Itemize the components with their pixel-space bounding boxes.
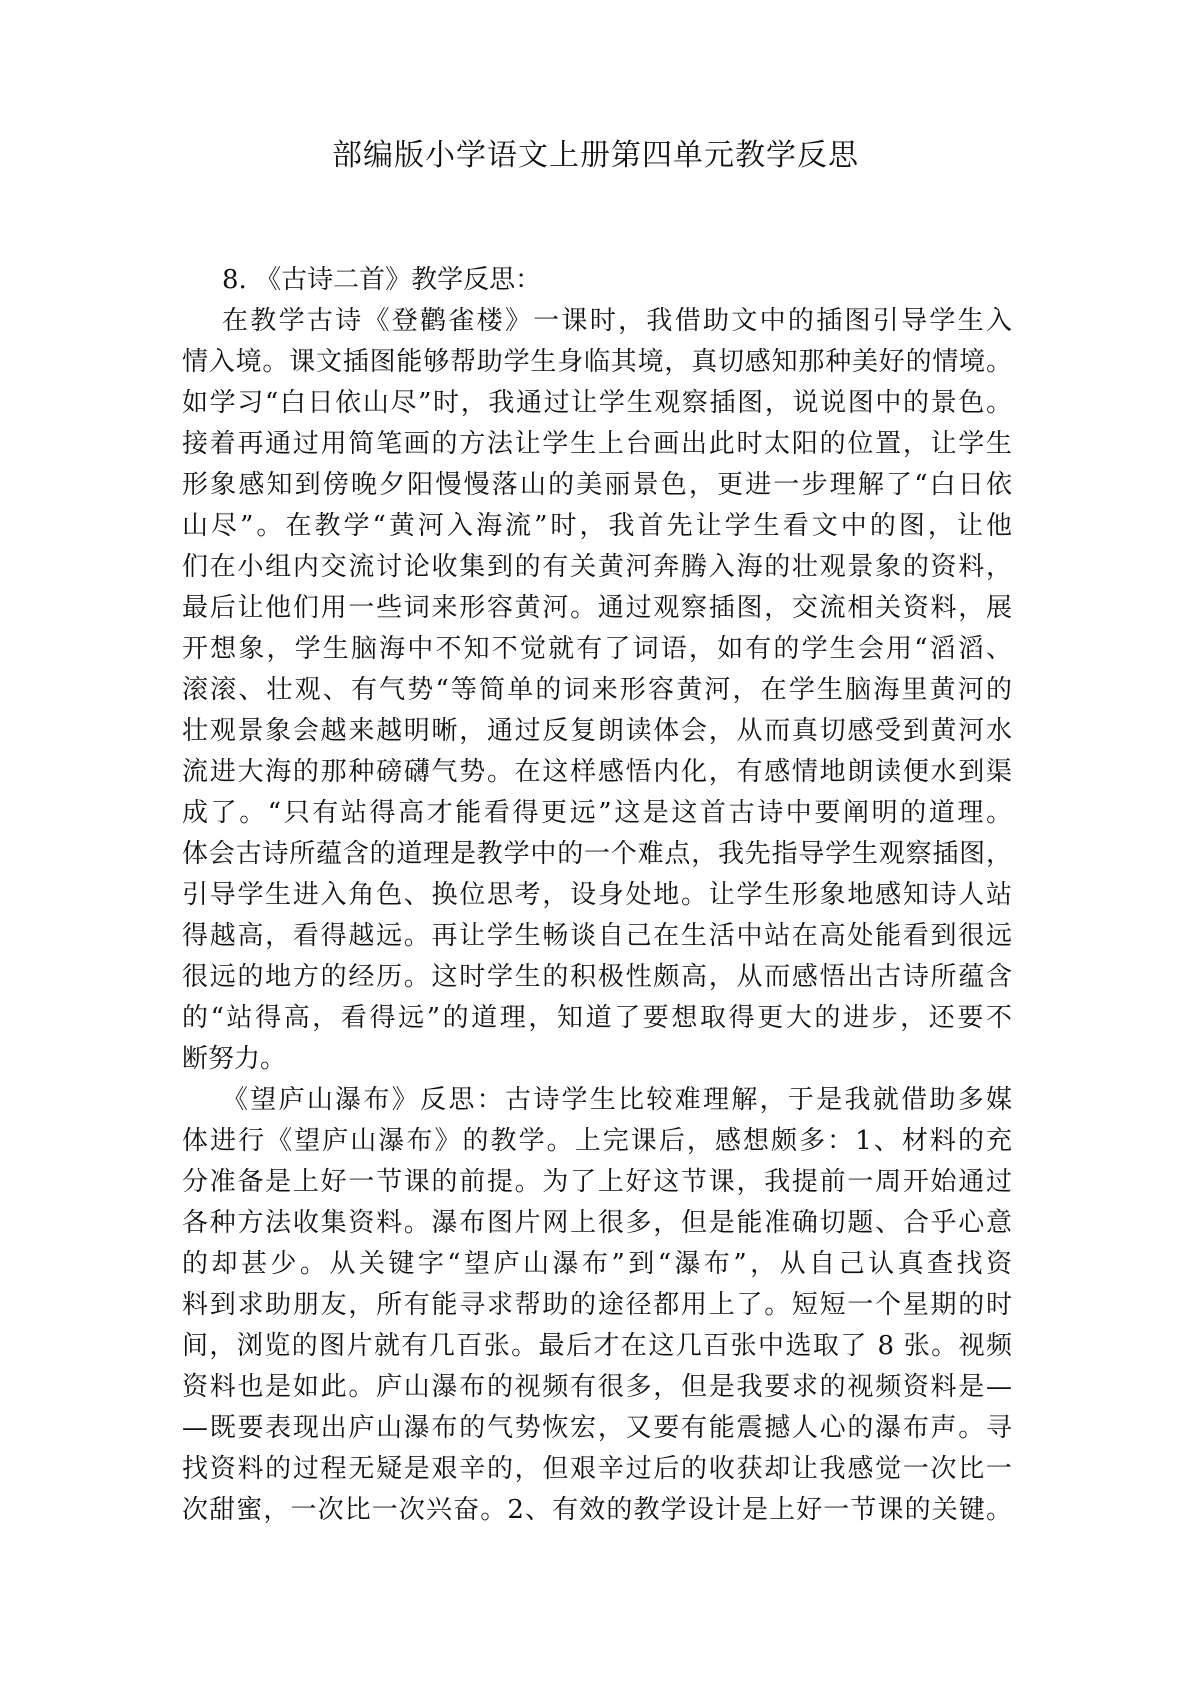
paragraph-1-line: 最后让他们用一些词来形容黄河。通过观察插图，交流相关资料，展 [182, 593, 1012, 623]
paragraph-1-line: 情入境。课文插图能够帮助学生身临其境，真切感知那种美好的情境。 [182, 347, 1012, 377]
paragraph-1-line: 接着再通过用简笔画的方法让学生上台画出此时太阳的位置，让学生 [182, 429, 1012, 459]
document-title: 部编版小学语文上册第四单元教学反思 [332, 138, 859, 173]
paragraph-1-line: 滚滚、壮观、有气势“等简单的词来形容黄河，在学生脑海里黄河的 [182, 675, 1012, 705]
paragraph-1-line: 如学习“白日依山尽”时，我通过让学生观察插图，说说图中的景色。 [182, 388, 1012, 418]
paragraph-2-line: 《望庐山瀑布》反思：古诗学生比较难理解，于是我就借助多媒 [222, 1085, 1012, 1115]
paragraph-2-line: —既要表现出庐山瀑布的气势恢宏，又要有能震撼人心的瀑布声。寻 [182, 1413, 1012, 1443]
paragraph-1-line: 在教学古诗《登鹳雀楼》一课时，我借助文中的插图引导学生入 [222, 306, 1012, 336]
paragraph-1 [182, 301, 1012, 1080]
paragraph-2-line: 分准备是上好一节课的前提。为了上好这节课，我提前一周开始通过 [182, 1167, 1012, 1197]
paragraph-1-line: 山尽”。在教学“黄河入海流”时，我首先让学生看文中的图，让他 [182, 511, 1012, 541]
paragraph-1-line: 壮观景象会越来越明晰，通过反复朗读体会，从而真切感受到黄河水 [182, 716, 1012, 746]
paragraph-1-line: 开想象，学生脑海中不知不觉就有了词语，如有的学生会用“滔滔、 [182, 634, 1012, 664]
paragraph-1-line: 很远的地方的经历。这时学生的积极性颇高，从而感悟出古诗所蕴含 [182, 962, 1012, 992]
paragraph-2-line: 找资料的过程无疑是艰辛的，但艰辛过后的收获却让我感觉一次比一 [182, 1454, 1012, 1484]
paragraph-2-line: 体进行《望庐山瀑布》的教学。上完课后，感想颇多：1、材料的充 [182, 1126, 1012, 1156]
paragraph-1-line: 引导学生进入角色、换位思考，设身处地。让学生形象地感知诗人站 [182, 880, 1012, 910]
paragraph-2-line: 的却甚少。从关键字“望庐山瀑布”到“瀑布”，从自己认真查找资 [182, 1249, 1012, 1279]
paragraph-2-line: 次甜蜜，一次比一次兴奋。2、有效的教学设计是上好一节课的关键。 [182, 1495, 1012, 1525]
paragraph-1-line: 体会古诗所蕴含的道理是教学中的一个难点，我先指导学生观察插图， [182, 839, 1012, 869]
paragraph-1-line: 断努力。 [182, 1044, 287, 1074]
document-body [182, 260, 1012, 1531]
paragraph-1-line: 形象感知到傍晚夕阳慢慢落山的美丽景色，更进一步理解了“白日依 [182, 470, 1012, 500]
paragraph-2-line: 各种方法收集资料。瀑布图片网上很多，但是能准确切题、合乎心意 [182, 1208, 1012, 1238]
paragraph-1-line: 得越高，看得越远。再让学生畅谈自己在生活中站在高处能看到很远 [182, 921, 1012, 951]
paragraph-1-line: 成了。“只有站得高才能看得更远”这是这首古诗中要阐明的道理。 [182, 798, 1012, 828]
paragraph-1-line: 的“站得高，看得远”的道理，知道了要想取得更大的进步，还要不 [182, 1003, 1012, 1033]
paragraph-1-line: 们在小组内交流讨论收集到的有关黄河奔腾入海的壮观景象的资料， [182, 552, 1012, 582]
paragraph-2 [182, 1080, 1012, 1531]
paragraph-1-line: 流进大海的那种磅礴气势。在这样感悟内化，有感情地朗读便水到渠 [182, 757, 1012, 787]
paragraph-2-line: 资料也是如此。庐山瀑布的视频有很多，但是我要求的视频资料是— [182, 1372, 1012, 1402]
section-heading: 8. 《古诗二首》教学反思： [222, 265, 542, 295]
paragraph-2-line: 料到求助朋友，所有能寻求帮助的途径都用上了。短短一个星期的时 [182, 1290, 1012, 1320]
paragraph-2-line: 间，浏览的图片就有几百张。最后才在这几百张中选取了 8 张。视频 [182, 1331, 1012, 1361]
